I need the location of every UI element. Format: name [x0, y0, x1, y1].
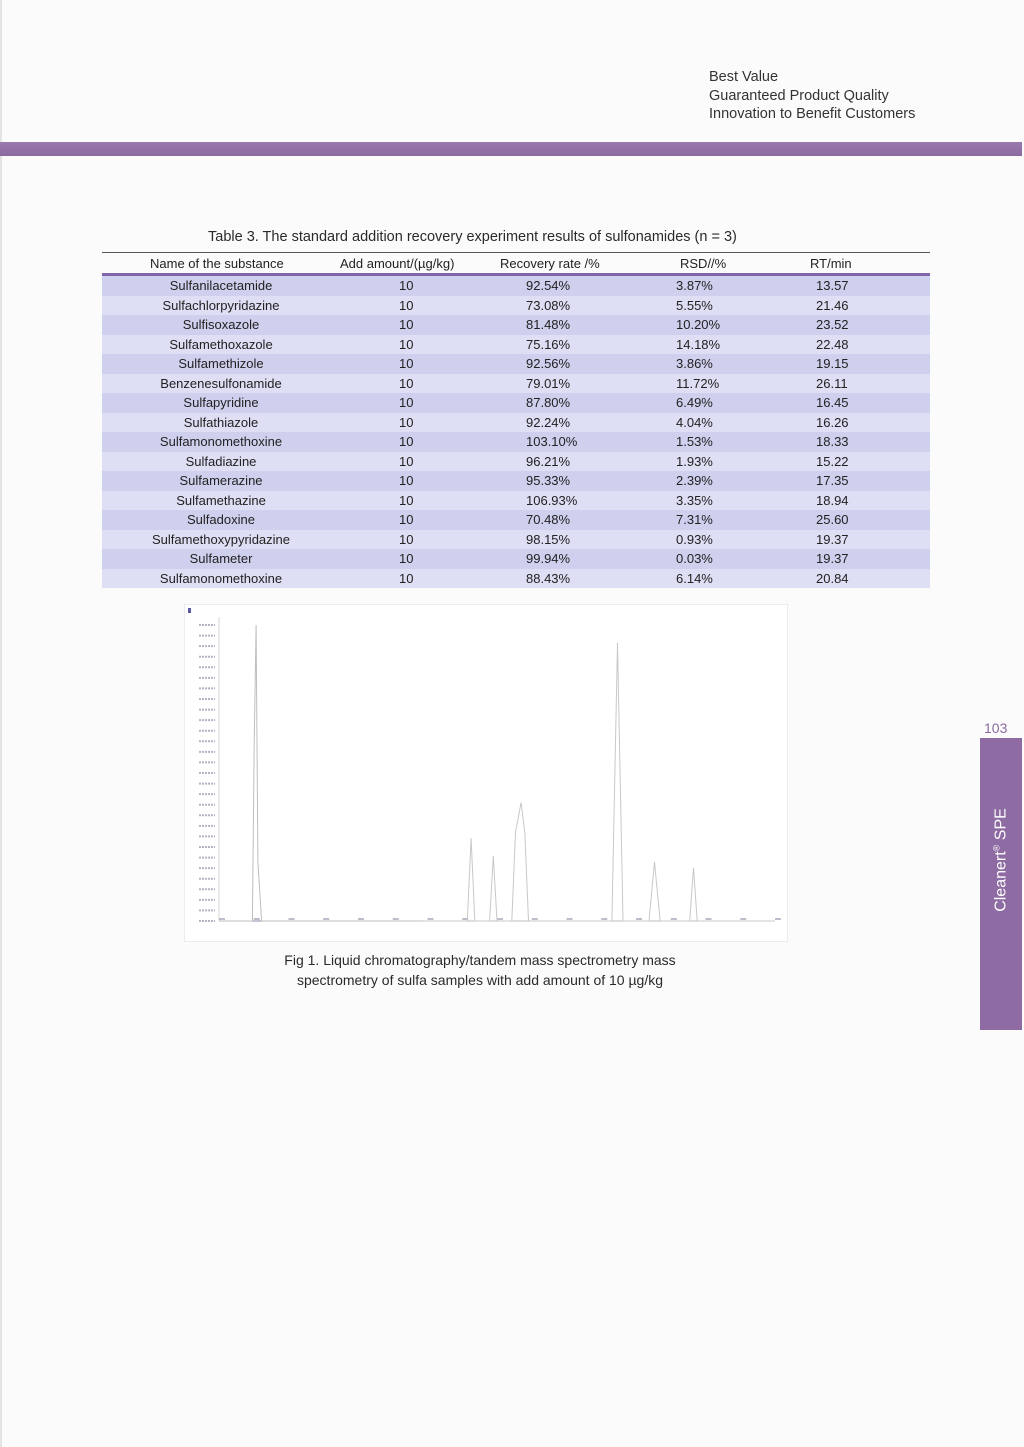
- cell-recovery: 92.24%: [496, 413, 672, 433]
- cell-rsd: 0.03%: [672, 549, 808, 569]
- cell-rt: 20.84: [808, 569, 930, 589]
- table-row: [102, 296, 930, 316]
- cell-rsd: 1.53%: [672, 432, 808, 452]
- cell-rsd: 6.49%: [672, 393, 808, 413]
- cell-add-amount: 10: [340, 315, 496, 335]
- cell-recovery: 95.33%: [496, 471, 672, 491]
- cell-recovery: 99.94%: [496, 549, 672, 569]
- cell-rt: 15.22: [808, 452, 930, 472]
- side-tab-brand: Cleanert: [992, 851, 1010, 912]
- cell-recovery: 87.80%: [496, 393, 672, 413]
- column-header-add-amount: Add amount/(µg/kg): [340, 253, 496, 275]
- cell-add-amount: 10: [340, 569, 496, 589]
- cell-add-amount: 10: [340, 530, 496, 550]
- cell-recovery: 92.56%: [496, 354, 672, 374]
- chromatogram-trace: [219, 625, 775, 921]
- cell-rt: 21.46: [808, 296, 930, 316]
- page-number: 103: [984, 720, 1008, 736]
- cell-recovery: 92.54%: [496, 275, 672, 296]
- cell-rsd: 10.20%: [672, 315, 808, 335]
- cell-rt: 19.37: [808, 549, 930, 569]
- cell-add-amount: 10: [340, 275, 496, 296]
- cell-rt: 18.33: [808, 432, 930, 452]
- cell-rsd: 11.72%: [672, 374, 808, 394]
- recovery-table: [102, 252, 930, 588]
- cell-substance: Sulfadiazine: [102, 452, 340, 472]
- column-header-rt: RT/min: [808, 253, 930, 275]
- table-row: [102, 491, 930, 511]
- table-row: [102, 471, 930, 491]
- cell-substance: Sulfapyridine: [102, 393, 340, 413]
- table-row: [102, 452, 930, 472]
- cell-rt: 13.57: [808, 275, 930, 296]
- cell-rt: 16.26: [808, 413, 930, 433]
- cell-add-amount: 10: [340, 491, 496, 511]
- cell-add-amount: 10: [340, 510, 496, 530]
- cell-rsd: 4.04%: [672, 413, 808, 433]
- cell-rsd: 2.39%: [672, 471, 808, 491]
- table-row: [102, 335, 930, 355]
- cell-rt: 26.11: [808, 374, 930, 394]
- cell-recovery: 73.08%: [496, 296, 672, 316]
- cell-rt: 19.15: [808, 354, 930, 374]
- cell-add-amount: 10: [340, 374, 496, 394]
- chromatogram-plot: [185, 605, 787, 941]
- cell-rsd: 3.86%: [672, 354, 808, 374]
- cell-substance: Sulfisoxazole: [102, 315, 340, 335]
- figure-caption-line-1: Fig 1. Liquid chromatography/tandem mass spectrometry mass: [284, 952, 676, 968]
- cell-rsd: 5.55%: [672, 296, 808, 316]
- chromatogram-figure: [184, 604, 788, 942]
- cell-add-amount: 10: [340, 335, 496, 355]
- cell-rsd: 7.31%: [672, 510, 808, 530]
- table-header-row: [102, 253, 930, 275]
- cell-recovery: 103.10%: [496, 432, 672, 452]
- cell-recovery: 106.93%: [496, 491, 672, 511]
- cell-substance: Sulfanilacetamide: [102, 275, 340, 296]
- cell-recovery: 70.48%: [496, 510, 672, 530]
- cell-rsd: 1.93%: [672, 452, 808, 472]
- cell-add-amount: 10: [340, 413, 496, 433]
- cell-rsd: 3.35%: [672, 491, 808, 511]
- cell-recovery: 79.01%: [496, 374, 672, 394]
- cell-add-amount: 10: [340, 432, 496, 452]
- figure-caption-line-2: spectrometry of sulfa samples with add amount of 10 µg/kg: [296, 972, 664, 988]
- cell-recovery: 81.48%: [496, 315, 672, 335]
- tagline-line-1: Best Value: [709, 69, 779, 85]
- page-edge: [0, 0, 2, 1447]
- table-row: [102, 549, 930, 569]
- tagline-line-2: Guaranteed Product Quality: [709, 87, 889, 104]
- cell-add-amount: 10: [340, 393, 496, 413]
- cell-substance: Sulfamonomethoxine: [102, 569, 340, 589]
- cell-rt: 19.37: [808, 530, 930, 550]
- cell-rt: 16.45: [808, 393, 930, 413]
- cell-substance: Sulfamethizole: [102, 354, 340, 374]
- table-row: [102, 315, 930, 335]
- cell-rt: 17.35: [808, 471, 930, 491]
- column-header-recovery: Recovery rate /%: [496, 253, 672, 275]
- cell-rsd: 6.14%: [672, 569, 808, 589]
- cell-substance: Sulfamerazine: [102, 471, 340, 491]
- chromatogram-trace: [423, 643, 775, 921]
- side-tab-product: SPE: [992, 808, 1010, 841]
- column-header-name: Name of the substance: [102, 253, 340, 275]
- table-row: [102, 275, 930, 296]
- table-row: [102, 413, 930, 433]
- recovery-table-container: [102, 252, 930, 588]
- table-row: [102, 393, 930, 413]
- table-caption: Table 3. The standard addition recovery experiment results of sulfonamides (n = 3): [208, 229, 737, 245]
- cell-rsd: 0.93%: [672, 530, 808, 550]
- cell-substance: Sulfamethazine: [102, 491, 340, 511]
- figure-caption: [230, 950, 730, 990]
- cell-substance: Sulfamethoxypyridazine: [102, 530, 340, 550]
- axis-marker: [188, 608, 191, 613]
- cell-recovery: 75.16%: [496, 335, 672, 355]
- cell-rt: 25.60: [808, 510, 930, 530]
- cell-rt: 18.94: [808, 491, 930, 511]
- cell-substance: Sulfamonomethoxine: [102, 432, 340, 452]
- cell-substance: Sulfathiazole: [102, 413, 340, 433]
- table-row: [102, 569, 930, 589]
- cell-add-amount: 10: [340, 452, 496, 472]
- cell-rsd: 3.87%: [672, 275, 808, 296]
- registered-mark: ®: [991, 844, 1002, 852]
- cell-rt: 23.52: [808, 315, 930, 335]
- cell-substance: Sulfadoxine: [102, 510, 340, 530]
- cell-rsd: 14.18%: [672, 335, 808, 355]
- cell-add-amount: 10: [340, 549, 496, 569]
- cell-substance: Benzenesulfonamide: [102, 374, 340, 394]
- table-row: [102, 530, 930, 550]
- cell-substance: Sulfamethoxazole: [102, 335, 340, 355]
- cell-recovery: 88.43%: [496, 569, 672, 589]
- cell-add-amount: 10: [340, 354, 496, 374]
- cell-substance: Sulfachlorpyridazine: [102, 296, 340, 316]
- header-accent-bar: [0, 142, 1022, 156]
- table-row: [102, 374, 930, 394]
- cell-add-amount: 10: [340, 296, 496, 316]
- side-section-tab: [980, 738, 1022, 1030]
- cell-rt: 22.48: [808, 335, 930, 355]
- cell-add-amount: 10: [340, 471, 496, 491]
- tagline-line-3: Innovation to Benefit Customers: [709, 106, 916, 122]
- table-row: [102, 432, 930, 452]
- column-header-rsd: RSD//%: [672, 253, 808, 275]
- cell-substance: Sulfameter: [102, 549, 340, 569]
- cell-recovery: 96.21%: [496, 452, 672, 472]
- table-row: [102, 510, 930, 530]
- cell-recovery: 98.15%: [496, 530, 672, 550]
- side-tab-label: [991, 808, 1010, 912]
- table-row: [102, 354, 930, 374]
- header-tagline: [709, 68, 915, 124]
